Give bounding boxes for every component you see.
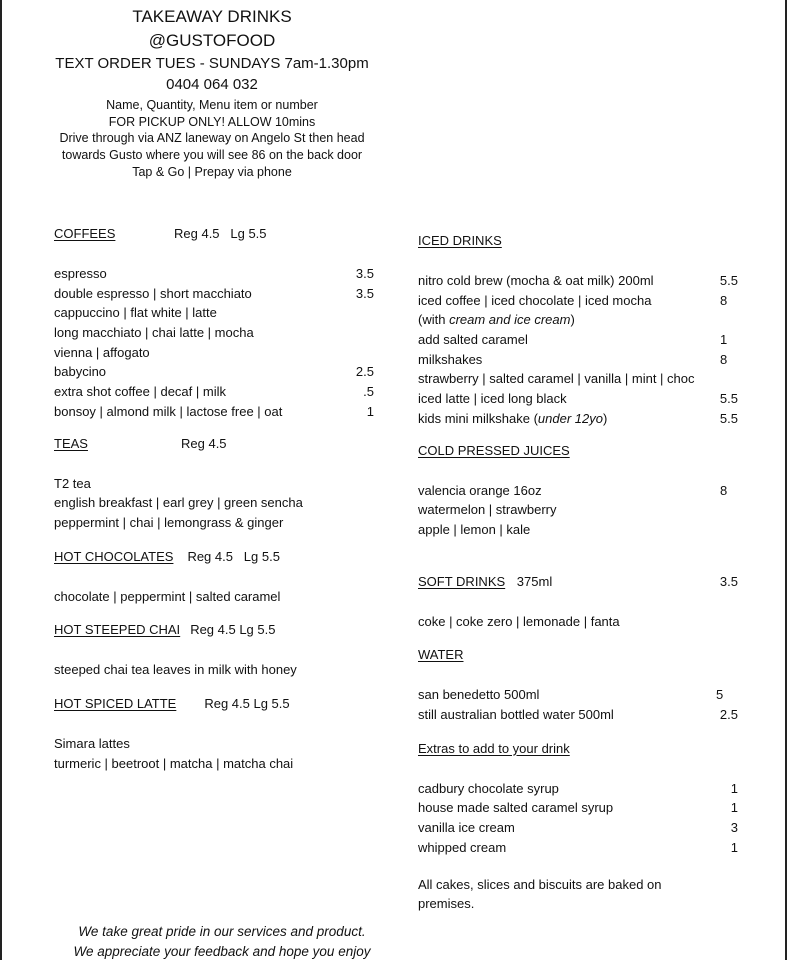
menu-item: cadbury chocolate syrup 1 (418, 780, 738, 796)
teas-title: TEAS (54, 435, 88, 451)
menu-item: cappuccino | flat white | latte (54, 305, 217, 321)
menu-item: turmeric | beetroot | matcha | matcha chai (54, 755, 294, 771)
footer-line-1: We take great pride in our services and product. (78, 924, 366, 939)
menu-item: bonsoy | almond milk | lactose free | oat 1 (54, 403, 374, 419)
hot-chocolates-price: Reg 4.5 Lg 5.5 (187, 548, 280, 564)
juices-section (418, 443, 738, 540)
coffees-section (54, 226, 374, 422)
right-column (418, 233, 738, 913)
phone-number: 0404 064 032 (166, 76, 258, 94)
extras-section (418, 741, 738, 914)
water-section (418, 647, 738, 724)
hot-spiced-latte-title: HOT SPICED LATTE (54, 695, 177, 711)
menu-item: whipped cream 1 (418, 839, 738, 855)
iced-drinks-title: ICED DRINKS (418, 233, 502, 248)
menu-item: T2 tea (54, 475, 91, 491)
menu-item: vienna | affogato (54, 344, 150, 360)
pickup-notice: FOR PICKUP ONLY! ALLOW 10mins (108, 114, 316, 129)
order-hours: TEXT ORDER TUES - SUNDAYS 7am-1.30pm (55, 54, 369, 72)
menu-item: house made salted caramel syrup 1 (418, 800, 738, 816)
menu-item: peppermint | chai | lemongrass & ginger (54, 514, 284, 530)
hot-steeped-chai-section (54, 622, 374, 680)
water-title: WATER (418, 647, 464, 663)
extras-title: Extras to add to your drink (418, 740, 570, 756)
hot-chocolates-section (54, 549, 374, 607)
hot-spiced-latte-price: Reg 4.5 Lg 5.5 (204, 695, 290, 711)
iced-drinks-section (418, 233, 738, 429)
menu-item: vanilla ice cream 3 (418, 820, 738, 835)
payment-info: Tap & Go | Prepay via phone (132, 164, 292, 179)
menu-item: double espresso | short macchiato 3.5 (54, 285, 374, 301)
menu-item: kids mini milkshake (under 12yo) 5.5 (418, 410, 738, 426)
menu-item: (with cream and ice cream) (418, 312, 575, 328)
menu-item: babycino 2.5 (54, 364, 374, 380)
footer-message (32, 922, 412, 960)
menu-item: still australian bottled water 500ml 2.5 (418, 706, 738, 722)
hot-spiced-latte-section (54, 696, 374, 773)
menu-item: strawberry | salted caramel | vanilla | mint | choc (418, 371, 695, 387)
hot-steeped-chai-title: HOT STEEPED CHAI (54, 622, 181, 638)
menu-item: english breakfast | earl grey | green sencha (54, 495, 303, 511)
menu-item: Simara lattes (54, 735, 130, 751)
menu-item: chocolate | peppermint | salted caramel (54, 588, 281, 604)
menu-item: espresso 3.5 (54, 266, 374, 281)
menu-item: nitro cold brew (mocha & oat milk) 200ml 5.5 (418, 273, 738, 288)
menu-item: watermelon | strawberry (418, 502, 557, 518)
menu-title: TAKEAWAY DRINKS (132, 7, 292, 26)
social-handle: @GUSTOFOOD (148, 31, 276, 51)
menu-item: add salted caramel 1 (418, 332, 728, 348)
menu-item: san benedetto 500ml 5 (418, 687, 724, 703)
directions-line-2: towards Gusto where you will see 86 on the back door (61, 147, 363, 162)
menu-item: apple | lemon | kale (418, 521, 531, 537)
footer-line-2: We appreciate your feedback and hope you enjoy (73, 944, 371, 959)
menu-item: iced latte | iced long black 5.5 (418, 391, 738, 407)
juices-title: COLD PRESSED JUICES (418, 442, 570, 458)
menu-item: long macchiato | chai latte | mocha (54, 325, 254, 341)
baked-note: All cakes, slices and biscuits are baked on premises. (418, 877, 662, 912)
soft-drinks-title: SOFT DRINKS (418, 573, 506, 589)
soft-drinks-section (418, 574, 738, 632)
left-column (54, 226, 374, 773)
soft-drinks-price: 3.5 (719, 573, 738, 589)
soft-drinks-size: 375ml (516, 573, 553, 589)
coffees-title: COFFEES (54, 226, 116, 241)
menu-item: extra shot coffee | decaf | milk .5 (54, 384, 374, 400)
coffees-price: Reg 4.5 Lg 5.5 (174, 226, 267, 241)
order-instructions: Name, Quantity, Menu item or number (106, 98, 318, 112)
menu-item: iced coffee | iced chocolate | iced mocha 8 (418, 292, 728, 308)
teas-section (54, 436, 374, 533)
menu-item: coke | coke zero | lemonade | fanta (418, 613, 620, 629)
menu-item: valencia orange 16oz 8 (418, 482, 728, 498)
menu-item: milkshakes 8 (418, 351, 728, 367)
hot-steeped-chai-price: Reg 4.5 Lg 5.5 (190, 622, 276, 638)
directions-line-1: Drive through via ANZ laneway on Angelo St then head (59, 131, 365, 146)
hot-chocolates-title: HOT CHOCOLATES (54, 548, 174, 564)
menu-item: steeped chai tea leaves in milk with honey (54, 662, 297, 678)
menu-header (2, 6, 422, 181)
teas-price: Reg 4.5 (181, 435, 227, 451)
